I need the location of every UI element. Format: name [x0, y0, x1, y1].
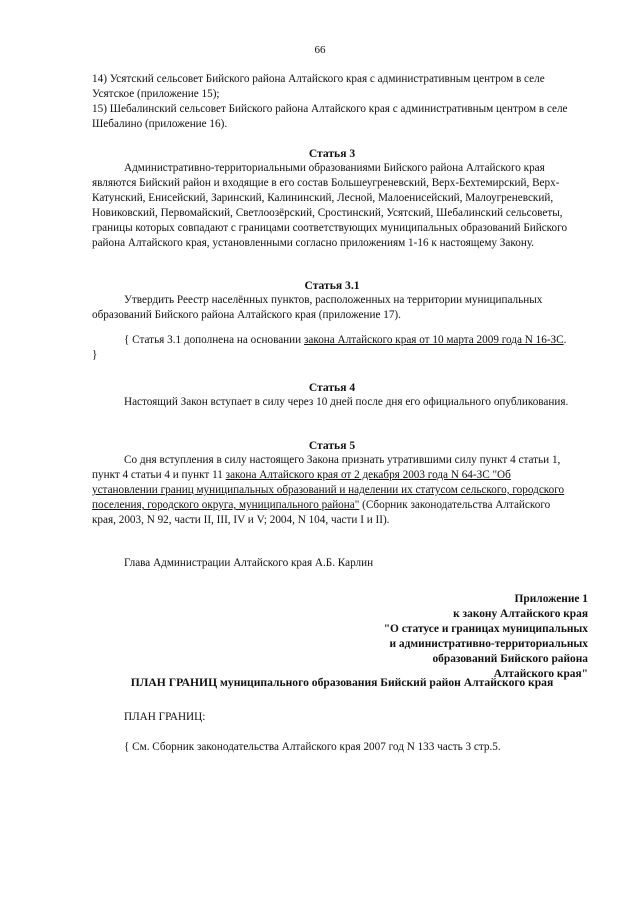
appendix-line: Алтайского края" [493, 668, 588, 680]
plan-title: ПЛАН ГРАНИЦ муниципального образования Бийский район Алтайского края [130, 676, 554, 689]
signature: Глава Администрации Алтайского края А.Б. Карлин [124, 557, 374, 569]
page-number: 66 [314, 44, 326, 56]
appendix-line: к закону Алтайского края [453, 608, 588, 620]
article-heading: Статья 5 [308, 439, 356, 452]
appendix-line: образований Бийского района [432, 653, 588, 665]
plan-label: ПЛАН ГРАНИЦ: [124, 711, 206, 723]
article-5 [92, 438, 572, 528]
appendix-line: Приложение 1 [514, 593, 588, 605]
article-heading: Статья 3 [308, 147, 356, 160]
article-3 [92, 146, 572, 251]
list-item: 15) Шебалинский сельсовет Бийского района Алтайского края с административным центром в селе Шебалино (приложение 16). [92, 103, 568, 130]
article-3-1 [92, 278, 572, 363]
article-text: Утвердить Реестр населённых пунктов, расположенных на территории муниципальных образований Бийского района Алтайского края (приложение 17). [92, 294, 543, 321]
list-items [92, 72, 572, 132]
appendix-header [268, 592, 588, 682]
law-link[interactable]: закона Алтайского края от 10 марта 2009 года N 16-ЗС [303, 334, 564, 346]
note-text: . } [92, 334, 567, 361]
article-text: Настоящий Закон вступает в силу через 10 дней после дня его официального опубликования. [124, 396, 569, 408]
note-text: { Статья 3.1 дополнена на основании [124, 334, 304, 346]
appendix-line: и административно-территориальных [389, 638, 588, 650]
plan-note: { См. Сборник законодательства Алтайского края 2007 год N 133 часть 3 стр.5. [124, 741, 501, 753]
law-link[interactable]: закона Алтайского края от 2 декабря 2003 года N 64-ЗС "Об установлении границ муниципальных образований и наделении их статусом сельского, городского поселения, городского округа, муниципального района" [92, 469, 565, 511]
article-heading: Статья 4 [308, 381, 356, 394]
article-text: Административно-территориальными образованиями Бийского района Алтайского края являются Бийский район и входящие в его состав Большеугреневский, Верх-Бехтемирский, Верх-Катунский, Енисейский, Заринский, Калининский, Лесной, Малоенисейский, Малоугреневский, Новиковский, Первомайский, Светлоозёрский, Сростинский, Усятский, Шебалинский сельсоветы, границы которых совпадают с границами соответствующих муниципальных образований Бийского района Алтайского края, установленными согласно приложениям 1-16 к настоящему Закону. [92, 162, 568, 249]
article-4 [92, 380, 572, 410]
appendix-line: "О статусе и границах муниципальных [383, 623, 588, 635]
list-item: 14) Усятский сельсовет Бийского района Алтайского края с административным центром в селе Усятское (приложение 15); [92, 73, 545, 100]
amendment-note [92, 333, 572, 363]
article-heading: Статья 3.1 [304, 279, 360, 292]
article-text: Со дня вступления в силу настоящего Закона признать утратившими силу пункт 4 статьи 1, пункт 4 статьи 4 и пункт 11 закона Алтайского края от 2 декабря 2003 года N 64-ЗС "Об установлении границ муниципальных образований и наделении их статусом сельского, городского поселения, городского округа, муниципального района" (Сборник законодательства Алтайского края, 2003, N 92, части II, III, IV и V; 2004, N 104, части I и II). [92, 454, 565, 526]
